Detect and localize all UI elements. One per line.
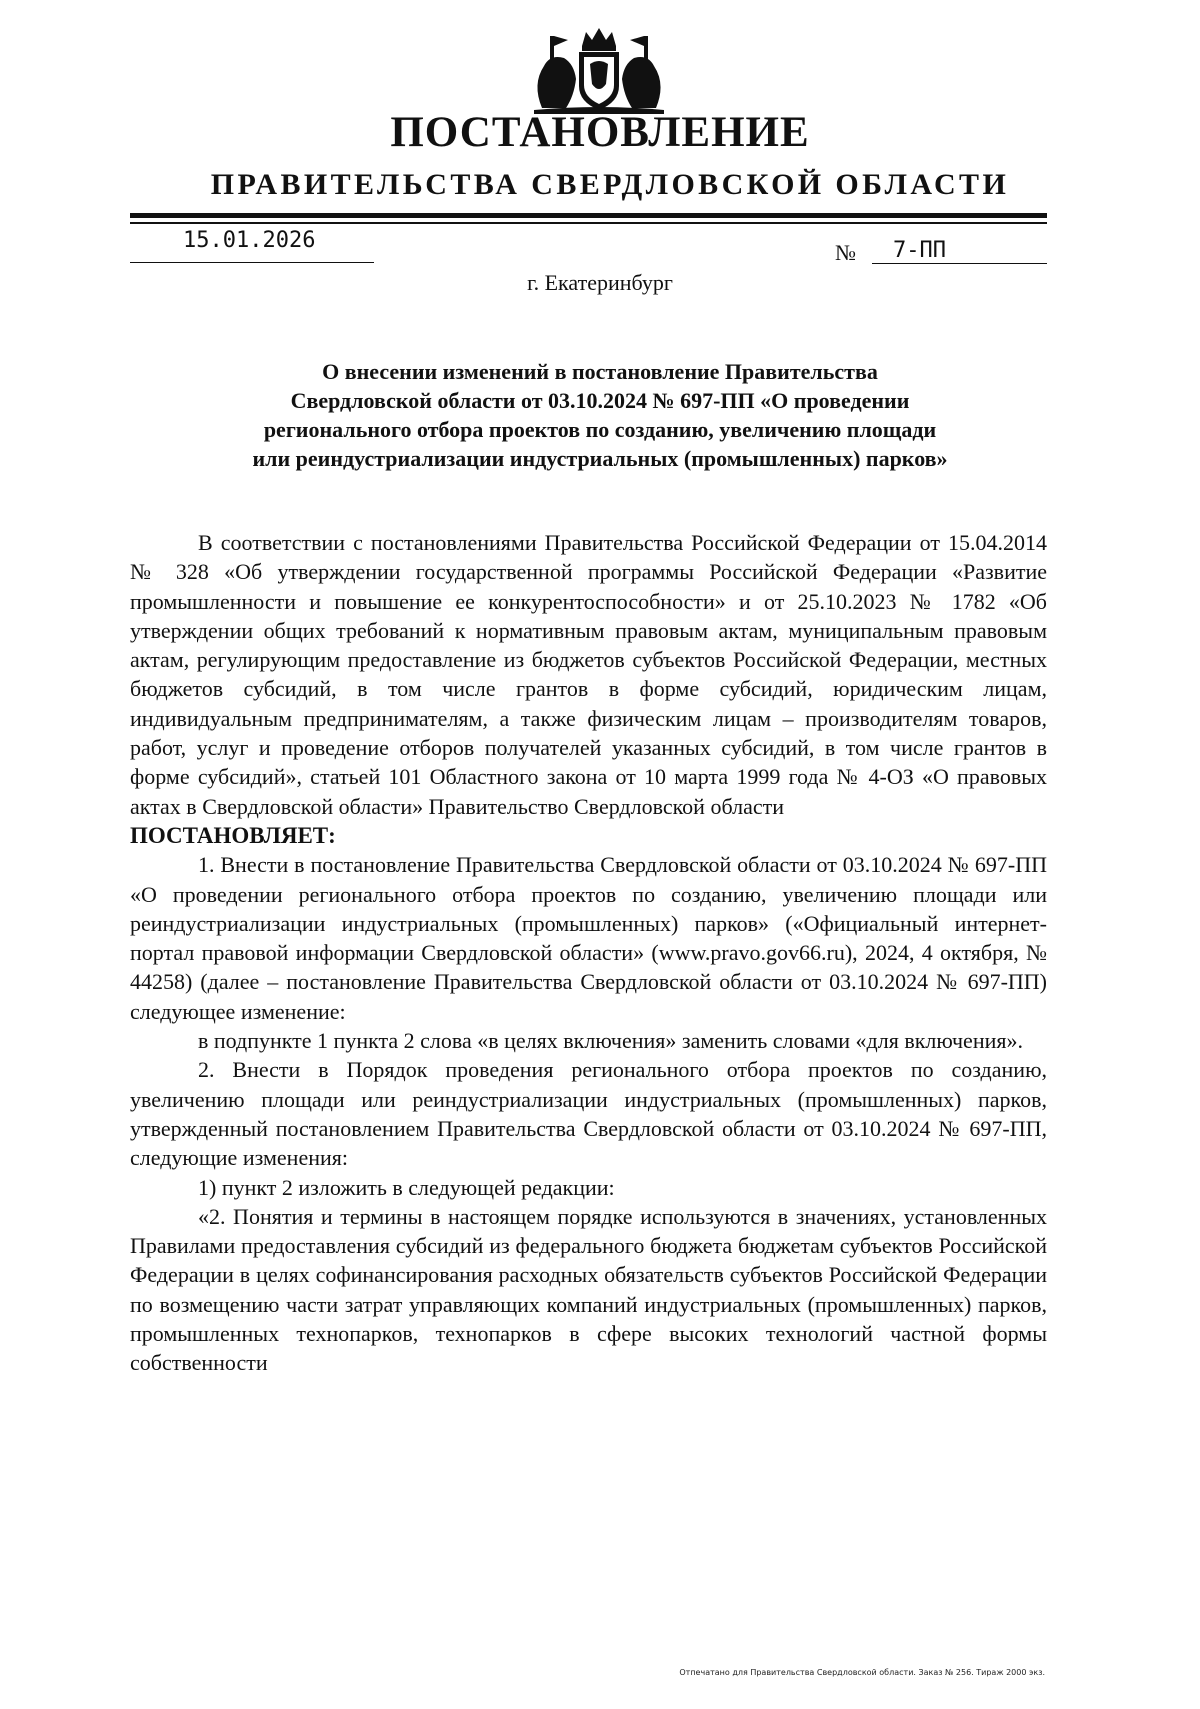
header-rule-thick (130, 213, 1047, 218)
document-title: ПОСТАНОВЛЕНИЕ (390, 109, 810, 156)
subject-line: О внесении изменений в постановление Правительства (322, 359, 878, 384)
document-body (130, 528, 1047, 1378)
print-note: Отпечатано для Правительства Свердловской области. Заказ № 256. Тираж 2000 экз. (679, 1668, 1045, 1677)
document-number: 7-ПП (893, 238, 946, 263)
item-1-paragraph: 1. Внести в постановление Правительства Свердловской области от 03.10.2024 № 697-ПП «О проведении регионального отбора проектов по созданию, увеличению площади или реиндустриализации индустриальных (промышленных) парков» («Официальный интернет-портал правовой информации Свердловской области» (www.pravo.gov66.ru), 2024, 4 октября, № 44258) (далее – постановление Правительства Свердловской области от 03.10.2024 № 697-ПП) следующее изменение: (130, 852, 1047, 1024)
city: г. Екатеринбург (527, 270, 673, 295)
subject-line: регионального отбора проектов по созданию, увеличению площади (263, 417, 937, 442)
preamble-paragraph: В соответствии с постановлениями Правительства Российской Федерации от 15.04.2014 № 328 «Об утверждении государственной программы Российской Федерации «Развитие промышленности и повышение ее конкурентоспособности» и от 25.10.2023 № 1782 «Об утверждении общих требований к нормативным правовым актам, муниципальным правовым актам, регулирующим предоставление из бюджетов субъектов Российской Федерации, местных бюджетов субсидий, в том числе грантов в форме субсидий, юридическим лицам, индивидуальным предпринимателям, а также физическим лицам – производителям товаров, работ, услуг и проведение отборов получателей указанных субсидий, в том числе грантов в форме субсидий», статьей 101 Областного закона от 10 марта 1999 года № 4-ОЗ «О правовых актах в Свердловской области» Правительство Свердловской области (130, 530, 1047, 819)
item-2-quote-paragraph: «2. Понятия и термины в настоящем порядке используются в значениях, установленных Правилами предоставления субсидий из федерального бюджета бюджетам субъектов Российской Федерации в целях софинансирования расходных обязательств субъектов Российской Федерации по возмещению части затрат управляющих компаний индустриальных (промышленных) парков, промышленных технопарков, технопарков в сфере высоких технологий частной формы собственности (130, 1203, 1047, 1376)
document-date: 15.01.2026 (183, 228, 316, 253)
number-sign: № (835, 240, 856, 265)
item-2-subitem-1: 1) пункт 2 изложить в следующей редакции: (198, 1174, 615, 1200)
decree-word: ПОСТАНОВЛЯЕТ: (130, 822, 336, 848)
subject-line: Свердловской области от 03.10.2024 № 697-ПП «О проведении (290, 388, 910, 413)
coat-of-arms-icon (524, 24, 674, 116)
item-1-change-paragraph: в подпункте 1 пункта 2 слова «в целях включения» заменить словами «для включения». (198, 1028, 1023, 1054)
issuing-authority: ПРАВИТЕЛЬСТВА СВЕРДЛОВСКОЙ ОБЛАСТИ (210, 168, 1010, 201)
item-2-paragraph: 2. Внести в Порядок проведения регионального отбора проектов по созданию, увеличению площади или реиндустриализации индустриальных (промышленных) парков, утвержденный постановлением Правительства Свердловской области от 03.10.2024 № 697-ПП, следующие изменения: (130, 1057, 1047, 1171)
subject-line: или реиндустриализации индустриальных (промышленных) парков» (252, 446, 948, 471)
document-subject (150, 357, 1050, 473)
header-rule-thin (130, 222, 1047, 224)
number-underline (872, 263, 1047, 264)
date-underline (130, 262, 374, 263)
